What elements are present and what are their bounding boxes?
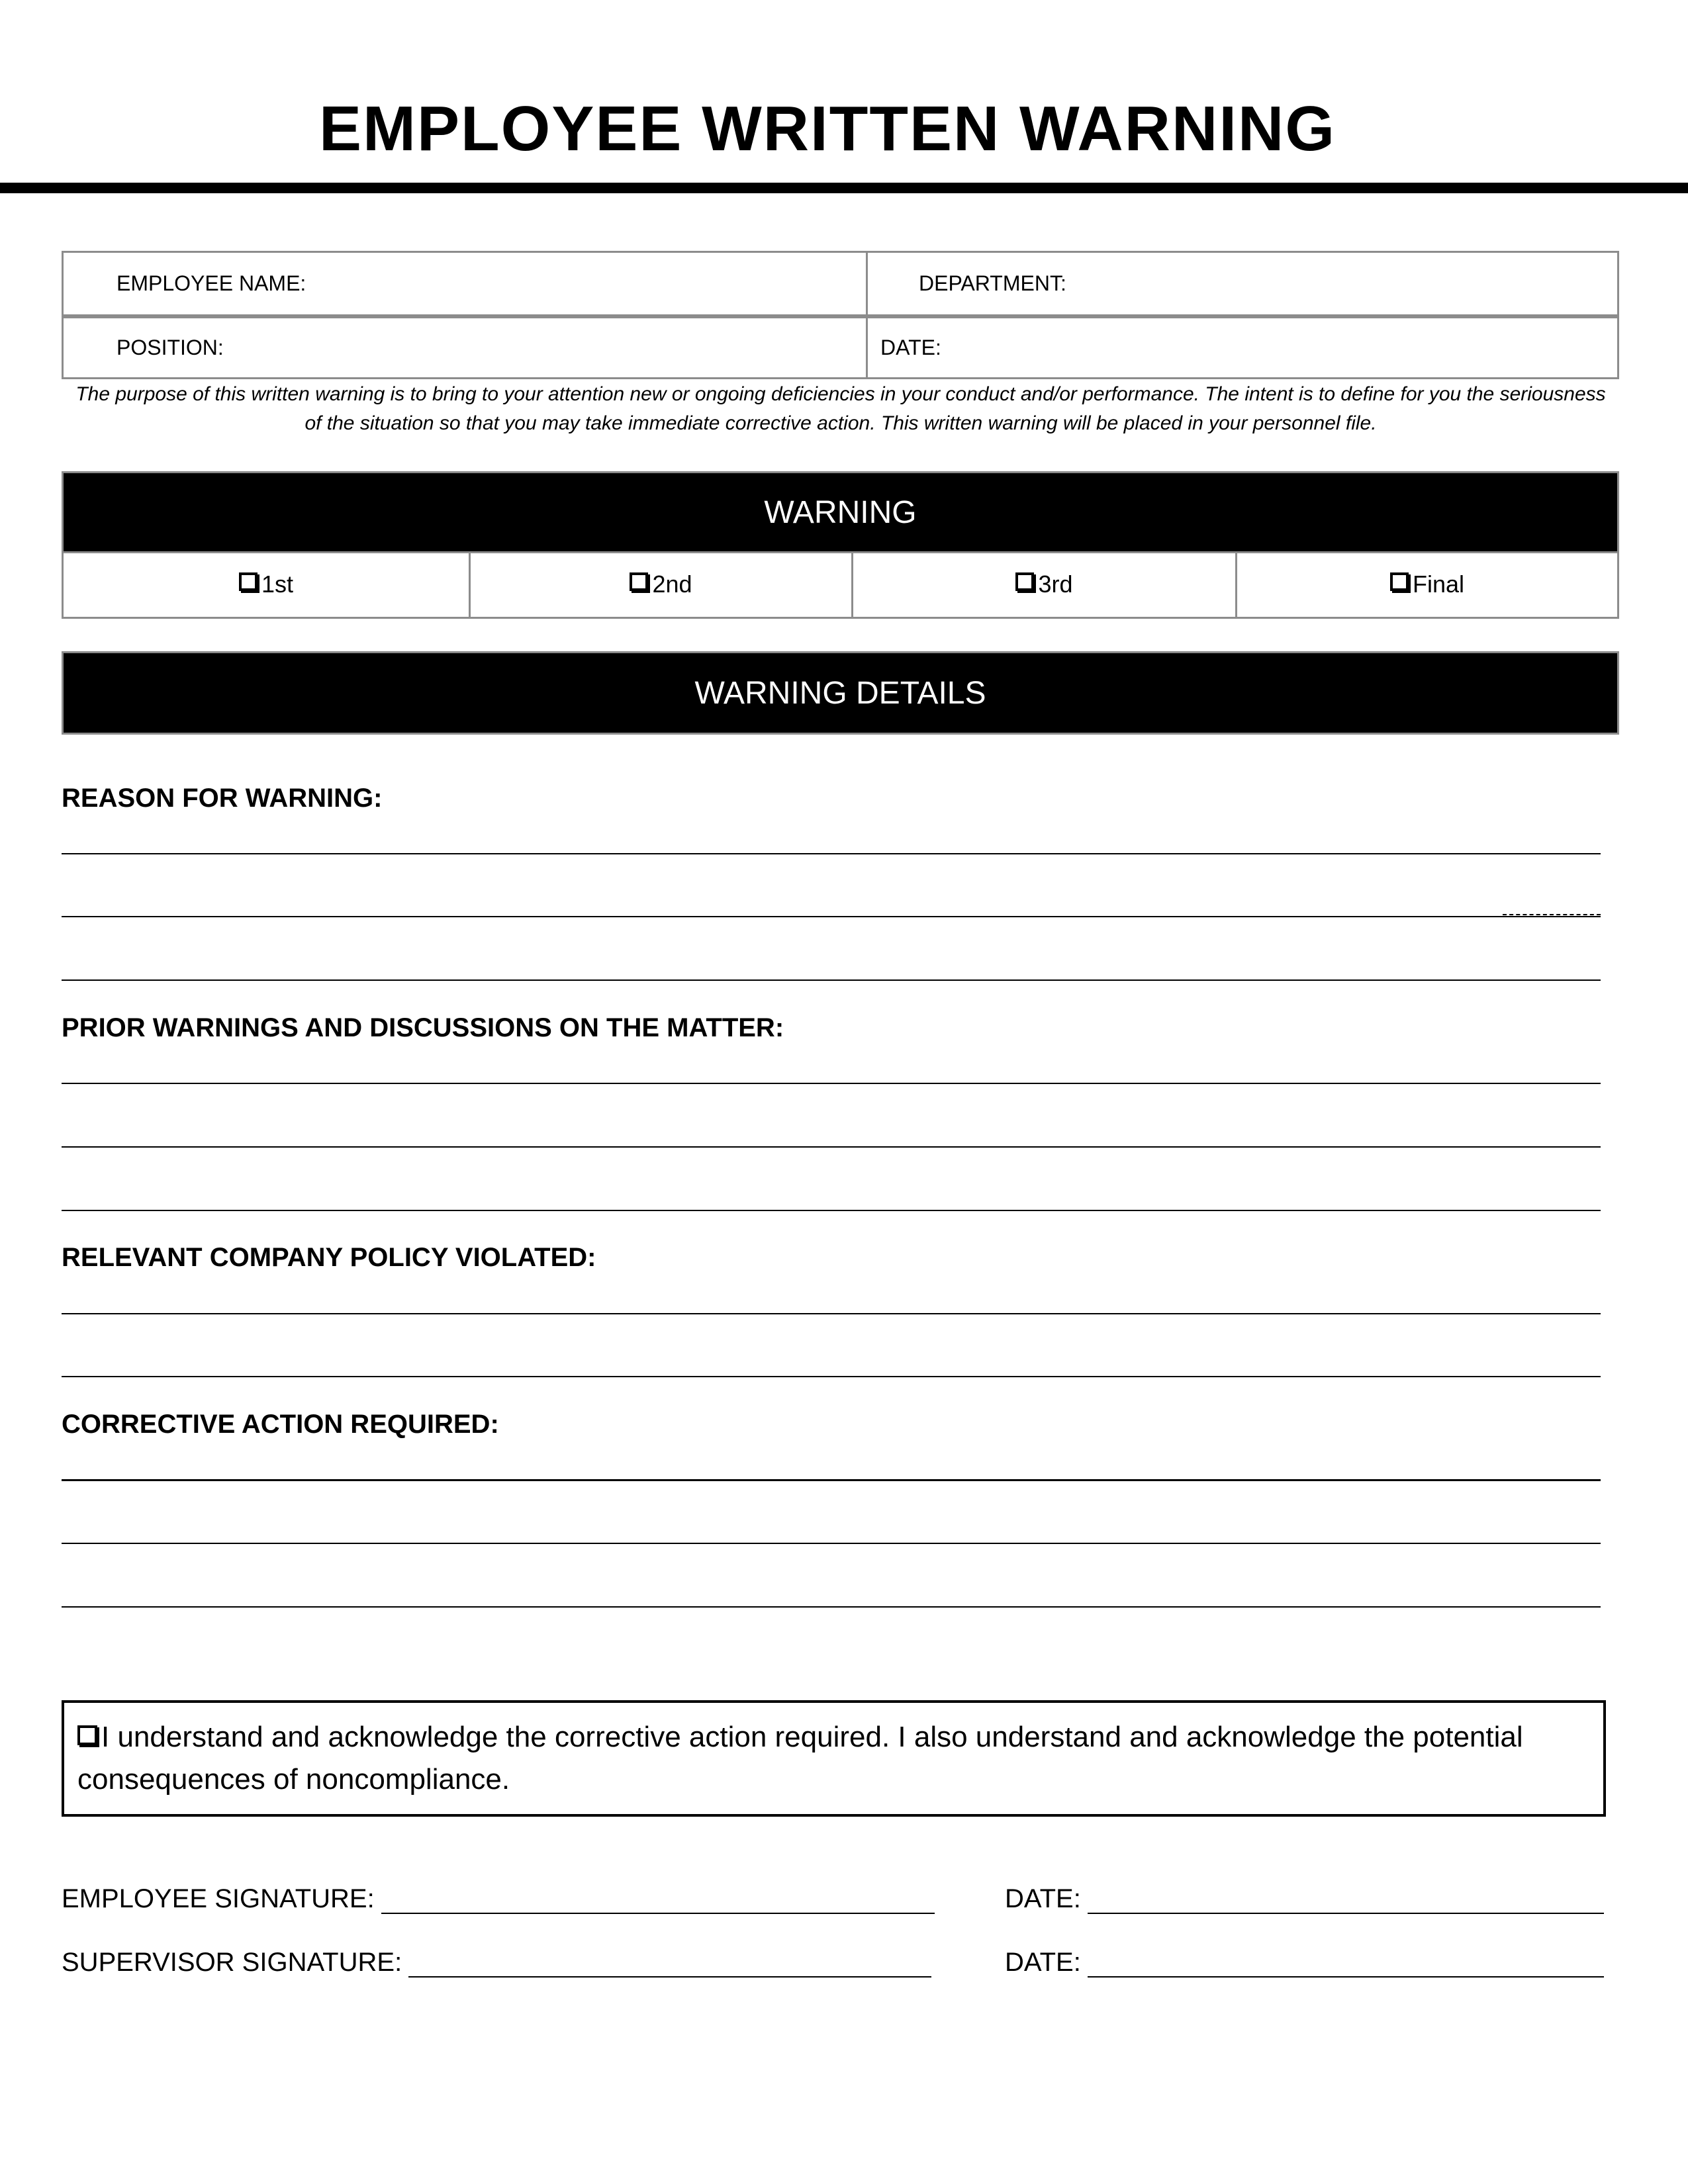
policy-line-1[interactable] bbox=[62, 1313, 1601, 1314]
warning-level-final[interactable] bbox=[1237, 551, 1617, 617]
department-label: DEPARTMENT: bbox=[919, 271, 1066, 295]
warning-level-1st[interactable] bbox=[64, 551, 471, 617]
employee-signature-row bbox=[62, 1884, 935, 1914]
supervisor-signature-label: SUPERVISOR SIGNATURE: bbox=[62, 1948, 402, 1977]
employee-date-line[interactable] bbox=[1088, 1884, 1604, 1914]
warning-level-3rd[interactable] bbox=[853, 551, 1237, 617]
department-field[interactable] bbox=[919, 253, 1607, 314]
prior-line-2[interactable] bbox=[62, 1146, 1601, 1148]
employee-info-table bbox=[62, 251, 1619, 379]
warning-level-label: 1st bbox=[261, 570, 294, 598]
title-divider bbox=[0, 183, 1688, 193]
dash-mark bbox=[1503, 914, 1601, 915]
checkbox-icon[interactable] bbox=[239, 572, 258, 591]
prior-warnings-label: PRIOR WARNINGS AND DISCUSSIONS ON THE MATTER: bbox=[62, 1013, 784, 1042]
warning-level-2nd[interactable] bbox=[471, 551, 853, 617]
warning-header bbox=[62, 471, 1619, 553]
employee-signature-label: EMPLOYEE SIGNATURE: bbox=[62, 1884, 375, 1913]
page-title: EMPLOYEE WRITTEN WARNING bbox=[319, 93, 1336, 164]
warning-header-label: WARNING bbox=[764, 494, 917, 530]
warning-details-header bbox=[62, 651, 1619, 735]
checkbox-icon[interactable] bbox=[1015, 572, 1034, 591]
checkbox-icon[interactable] bbox=[77, 1725, 97, 1745]
employee-date-label: DATE: bbox=[1005, 1884, 1081, 1913]
prior-line-3[interactable] bbox=[62, 1210, 1601, 1211]
position-field[interactable] bbox=[117, 318, 858, 377]
reason-for-warning-label: REASON FOR WARNING: bbox=[62, 784, 383, 813]
date-field[interactable] bbox=[880, 318, 1609, 377]
corrective-line-3[interactable] bbox=[62, 1606, 1601, 1608]
prior-line-1[interactable] bbox=[62, 1083, 1601, 1084]
acknowledgement-box bbox=[62, 1700, 1606, 1817]
warning-level-label: 3rd bbox=[1038, 570, 1073, 598]
position-label: POSITION: bbox=[117, 336, 224, 359]
supervisor-signature-row bbox=[62, 1947, 931, 1978]
reason-line-1[interactable] bbox=[62, 853, 1601, 854]
employee-name-field[interactable] bbox=[117, 253, 858, 314]
checkbox-icon[interactable] bbox=[630, 572, 648, 591]
employee-name-label: EMPLOYEE NAME: bbox=[117, 271, 306, 295]
warning-details-label: WARNING DETAILS bbox=[694, 675, 986, 711]
employee-signature-line[interactable] bbox=[381, 1884, 935, 1914]
date-label: DATE: bbox=[880, 336, 941, 359]
supervisor-date-label: DATE: bbox=[1005, 1948, 1081, 1977]
corrective-line-1[interactable] bbox=[62, 1479, 1601, 1481]
reason-line-3[interactable] bbox=[62, 979, 1601, 981]
employee-date-row bbox=[1005, 1884, 1604, 1914]
corrective-line-2[interactable] bbox=[62, 1543, 1601, 1544]
policy-line-2[interactable] bbox=[62, 1376, 1601, 1377]
policy-violated-label: RELEVANT COMPANY POLICY VIOLATED: bbox=[62, 1243, 596, 1272]
supervisor-date-row bbox=[1005, 1947, 1604, 1978]
checkbox-icon[interactable] bbox=[1390, 572, 1409, 591]
warning-level-label: 2nd bbox=[652, 570, 692, 598]
reason-line-2[interactable] bbox=[62, 916, 1601, 917]
warning-level-row bbox=[62, 551, 1619, 619]
warning-level-label: Final bbox=[1412, 570, 1465, 598]
corrective-action-label: CORRECTIVE ACTION REQUIRED: bbox=[62, 1410, 499, 1439]
supervisor-date-line[interactable] bbox=[1088, 1947, 1604, 1978]
acknowledgement-text: I understand and acknowledge the corrective action required. I also understand and acknowledge the potential consequences of noncompliance. bbox=[77, 1721, 1523, 1796]
purpose-statement: The purpose of this written warning is to bring to your attention new or ongoing deficiencies in your conduct and/or performance. The intent is to define for you the seriousness of the situation so that you may take immediate corrective action. This written warning will be placed in your personnel file. bbox=[75, 383, 1606, 434]
supervisor-signature-line[interactable] bbox=[408, 1947, 931, 1978]
